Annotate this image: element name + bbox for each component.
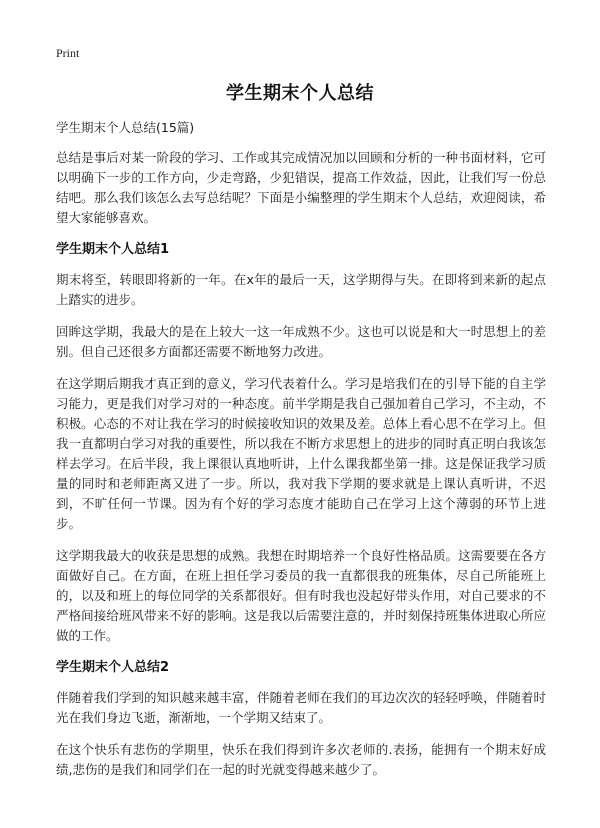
section-2-paragraph-1: 伴随着我们学到的知识越来越丰富，伴随着老师在我们的耳边次次的轻轻呼唤，伴随着时光在我们身边飞逝，渐渐地，一个学期又结束了。 <box>56 690 546 725</box>
section-1-paragraph-2: 回眸这学期，我最大的是在上较大一这一年成熟不少。这也可以说是和大一时思想上的差别。但自己还很多方面都还需要不断地努力改进。 <box>56 324 546 359</box>
section-1-paragraph-3: 在这学期后期我才真正到的意义，学习代表着什么。学习是培我们在的引导下能的自主学习能力，更是我们对学习对的一种态度。前半学期是我自己强加着自己学习，不主动，不积极。心态的不对让我在学习的时候接收知识的效果及差。总体上看心思不在学习上。但我一直都明白学习对我的重要性，所以我在不断方求思想上的进步的同时真正明白我该怎样去学习。在后半段，我上课很认真地听讲，上什么课我都坐第一排。这是保证我学习质量的同时和老师距离又进了一步。所以，我对我下学期的要求就是上课认真听讲，不迟到，不旷任何一节课。因为有个好的学习态度才能助自己在学习上这个薄弱的环节上进步。 <box>56 376 546 531</box>
intro-paragraph: 总结是事后对某一阶段的学习、工作或其完成情况加以回顾和分析的一种书面材料，它可以明确下一步的工作方向，少走弯路，少犯错误，提高工作效益，因此，让我们写一份总结吧。那么我们该怎么去写总结呢？下面是小编整理的学生期末个人总结，欢迎阅读，希望大家能够喜欢。 <box>56 150 546 225</box>
section-1-paragraph-4: 这学期我最大的收获是思想的成熟。我想在时期培养一个良好性格品质。这需要要在各方面做好自己。在方面，在班上担任学习委员的我一直都很我的班集体，尽自己所能班上的，以及和班上的每位同学的关系都很好。但有时我也没起好带头作用，对自己要求的不严格间接给班风带来不好的影响。这是我以后需要注意的，并时刻保持班集体进取心所应做的工作。 <box>56 548 546 643</box>
section-1-paragraph-1: 期末将至，转眼即将新的一年。在x年的最后一天，这学期得与失。在即将到来新的起点上踏实的进步。 <box>56 272 546 307</box>
document-subtitle: 学生期末个人总结(15篇) <box>56 120 195 135</box>
document-body <box>56 118 546 792</box>
section-2-paragraph-2: 在这个快乐有悲伤的学期里，快乐在我们得到许多次老师的.表扬，能拥有一个期末好成绩,悲伤的是我们和同学们在一起的时光就变得越来越少了。 <box>56 742 546 777</box>
page-title: 学生期末个人总结 <box>226 83 374 104</box>
section-heading-1: 学生期末个人总结1 <box>56 242 170 257</box>
section-heading-2: 学生期末个人总结2 <box>56 660 170 675</box>
print-link[interactable]: Print <box>56 46 80 60</box>
